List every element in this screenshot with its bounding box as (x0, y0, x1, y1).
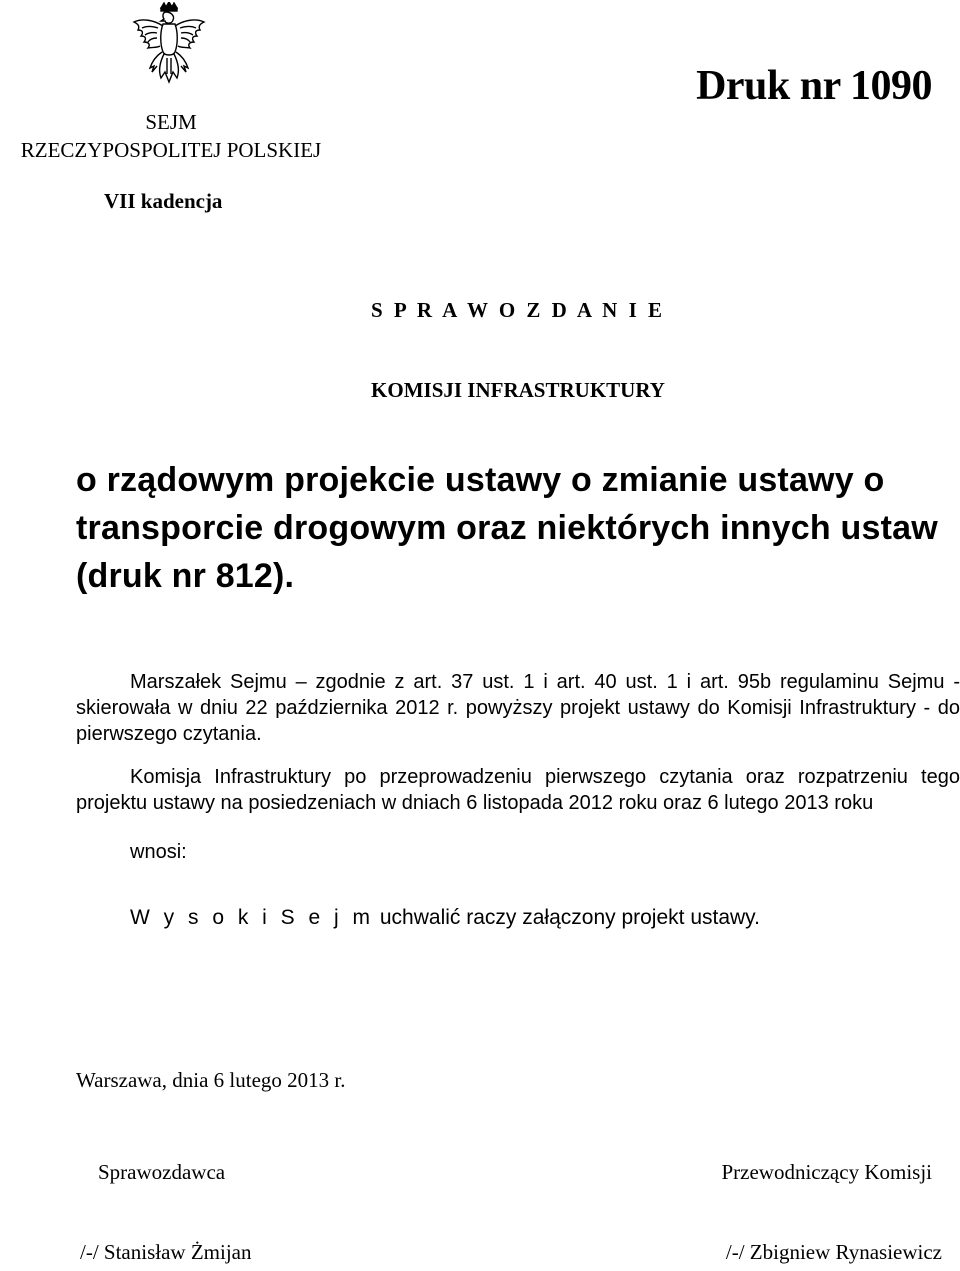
committee-name: KOMISJI INFRASTRUKTURY (371, 378, 665, 402)
institution-name (4, 108, 338, 164)
rapporteur-label: Sprawozdawca (98, 1160, 226, 1184)
term-label: VII kadencja (104, 189, 223, 213)
place-and-date: Warszawa, dnia 6 lutego 2013 r. (76, 1068, 346, 1092)
chair-name: /-/ Zbigniew Rynasiewicz (725, 1240, 942, 1264)
motion-body: uchwalić raczy załączony projekt ustawy. (374, 906, 760, 929)
polish-eagle-emblem-icon (130, 2, 208, 90)
chair-label: Przewodniczący Komisji (721, 1160, 932, 1184)
motion-intro: wnosi: (130, 841, 187, 863)
document-subject: o rządowym projekcie ustawy o zmianie ustawy o transporcie drogowym oraz niektórych innych ustaw (druk nr 812). (76, 461, 938, 595)
print-number: Druk nr 1090 (696, 63, 932, 109)
referral-paragraph: Marszałek Sejmu – zgodnie z art. 37 ust. 1 i art. 40 ust. 1 i art. 95b regulaminu Sejmu - skierowała w dniu 22 października 2012 r. powyższy projekt ustawy do Komisji Infrastruktury - do pierwszego czytania. (76, 671, 960, 745)
motion-text (130, 906, 760, 930)
rapporteur-name: /-/ Stanisław Żmijan (80, 1240, 252, 1264)
institution-line-2: RZECZYPOSPOLITEJ POLSKIEJ (20, 138, 322, 162)
motion-addressee: W y s o k i S e j m (130, 906, 375, 929)
proceedings-paragraph: Komisja Infrastruktury po przeprowadzeniu pierwszego czytania oraz rozpatrzeniu tego projektu ustawy na posiedzeniach w dniach 6 listopada 2012 roku oraz 6 lutego 2013 roku (76, 766, 960, 814)
institution-line-1: SEJM (145, 110, 197, 134)
document-title: S P R A W O Z D A N I E (370, 298, 666, 322)
